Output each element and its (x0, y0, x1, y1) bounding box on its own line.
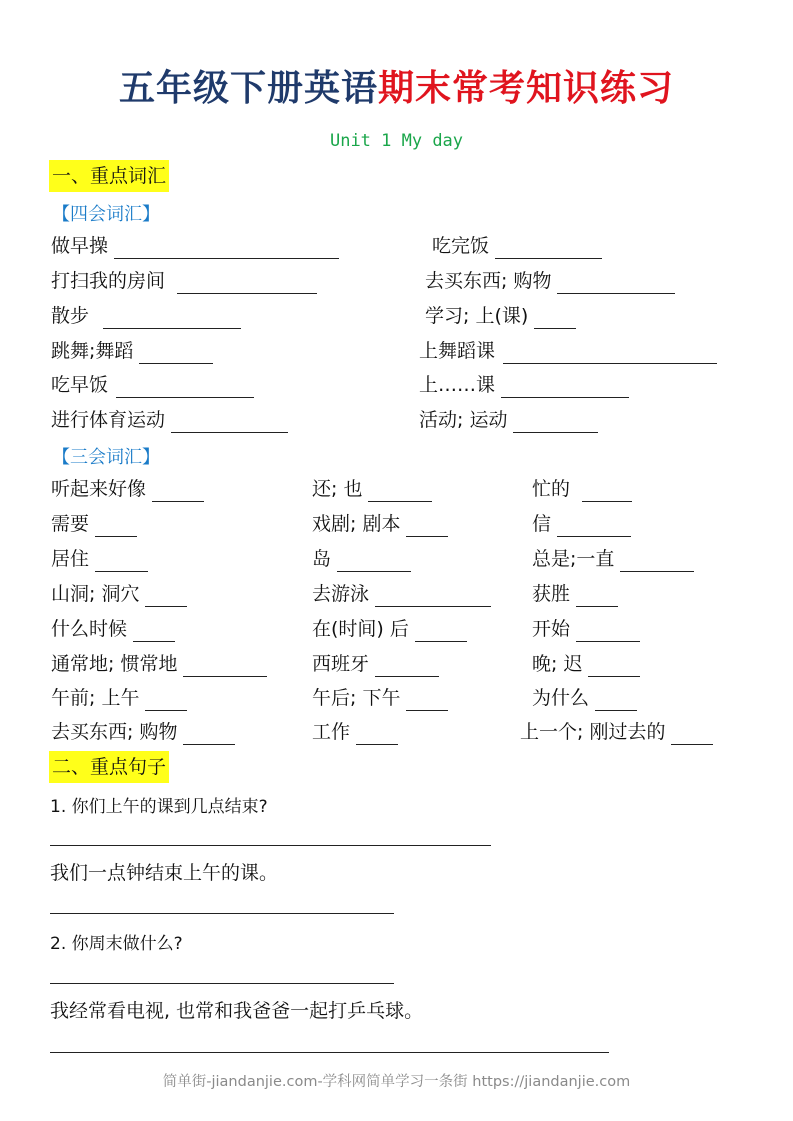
vocab-term: 晚; 迟 (532, 653, 583, 675)
answer-blank[interactable] (356, 724, 398, 745)
vocab-term: 听起来好像 (51, 478, 147, 500)
vocab-item (312, 651, 439, 677)
vocab-term: 跳舞;舞蹈 (51, 340, 134, 362)
answer-blank[interactable] (501, 377, 629, 398)
vocab-item (532, 581, 618, 607)
question-2: 2. 你周末做什么? (50, 934, 183, 954)
answer-blank[interactable] (133, 621, 175, 642)
vocab-term: 上舞蹈课 (419, 340, 496, 362)
answer-line-4[interactable] (50, 1052, 609, 1053)
page-title (0, 60, 793, 111)
answer-blank[interactable] (534, 308, 576, 329)
vocab-item (419, 338, 717, 364)
vocab-item (532, 616, 640, 642)
section-heading-sentences: 二、重点句子 (49, 751, 169, 783)
vocab-item (312, 511, 448, 537)
vocab-item (532, 651, 640, 677)
vocab-item (51, 233, 339, 259)
vocab-term: 午后; 下午 (312, 687, 401, 709)
subheading-four-skill: 【四会词汇】 (52, 204, 160, 225)
answer-blank[interactable] (375, 586, 491, 607)
vocab-term: 在(时间) 后 (312, 618, 409, 640)
vocab-item (312, 546, 411, 572)
vocab-term: 总是;一直 (532, 548, 615, 570)
vocab-item (425, 268, 675, 294)
answer-blank[interactable] (116, 377, 254, 398)
vocab-term: 学习; 上(课) (425, 305, 529, 327)
vocab-term: 散步 (51, 305, 90, 327)
vocab-item (51, 546, 148, 572)
answer-blank[interactable] (183, 656, 267, 677)
vocab-item (51, 719, 235, 745)
answer-line-2[interactable] (50, 913, 394, 914)
sentence-2: 我经常看电视, 也常和我爸爸一起打乒乓球。 (50, 1000, 424, 1022)
vocab-item (532, 511, 631, 537)
vocab-item (51, 511, 137, 537)
vocab-term: 进行体育运动 (51, 409, 166, 431)
vocab-item (51, 372, 254, 398)
answer-blank[interactable] (557, 516, 631, 537)
vocab-item (312, 581, 491, 607)
answer-blank[interactable] (95, 551, 148, 572)
answer-line-3[interactable] (50, 983, 394, 984)
vocab-term: 工作 (312, 721, 351, 743)
vocab-term: 吃早饭 (51, 374, 109, 396)
answer-blank[interactable] (503, 343, 717, 364)
vocab-item (532, 546, 694, 572)
answer-blank[interactable] (557, 273, 675, 294)
question-1: 1. 你们上午的课到几点结束? (50, 797, 268, 817)
vocab-item (425, 303, 576, 329)
vocab-item (520, 719, 713, 745)
answer-blank[interactable] (671, 724, 713, 745)
vocab-item (51, 685, 187, 711)
answer-blank[interactable] (171, 412, 288, 433)
vocab-item (51, 581, 187, 607)
vocab-term: 岛 (312, 548, 332, 570)
vocab-term: 上……课 (419, 374, 496, 396)
answer-blank[interactable] (95, 516, 137, 537)
vocab-term: 忙的 (532, 478, 571, 500)
vocab-term: 山洞; 洞穴 (51, 583, 140, 605)
vocab-item (419, 372, 629, 398)
vocab-item (51, 268, 317, 294)
vocab-term: 需要 (51, 513, 90, 535)
section-heading-vocabulary: 一、重点词汇 (49, 160, 169, 192)
answer-blank[interactable] (183, 724, 235, 745)
vocab-term: 还; 也 (312, 478, 363, 500)
vocab-item (51, 407, 288, 433)
vocab-item (419, 407, 598, 433)
vocab-term: 信 (532, 513, 552, 535)
vocab-term: 打扫我的房间 (51, 270, 166, 292)
answer-blank[interactable] (103, 308, 241, 329)
answer-blank[interactable] (513, 412, 598, 433)
answer-blank[interactable] (337, 551, 411, 572)
subheading-three-skill: 【三会词汇】 (52, 447, 160, 468)
vocab-item (532, 685, 637, 711)
vocab-item (312, 616, 467, 642)
vocab-term: 活动; 运动 (419, 409, 508, 431)
vocab-term: 获胜 (532, 583, 571, 605)
vocab-item (51, 303, 241, 329)
title-part-1: 五年级下册英语 (118, 68, 378, 109)
vocab-term: 去买东西; 购物 (425, 270, 552, 292)
vocab-item (312, 476, 432, 502)
vocab-term: 居住 (51, 548, 90, 570)
vocab-item (312, 685, 448, 711)
title-part-2: 期末常考知识练习 (378, 68, 675, 109)
answer-blank[interactable] (576, 586, 618, 607)
answer-blank[interactable] (576, 621, 640, 642)
answer-blank[interactable] (114, 238, 339, 259)
answer-blank[interactable] (415, 621, 467, 642)
answer-blank[interactable] (145, 586, 187, 607)
answer-blank[interactable] (368, 481, 432, 502)
vocab-term: 做早操 (51, 235, 109, 257)
sentence-1: 我们一点钟结束上午的课。 (50, 862, 279, 884)
answer-blank[interactable] (595, 690, 637, 711)
footer-watermark: 简单街-jiandanjie.com-学科网简单学习一条街 https://jiandanjie.com (162, 1074, 631, 1090)
answer-blank[interactable] (582, 481, 632, 502)
vocab-term: 为什么 (532, 687, 590, 709)
vocab-item (51, 338, 213, 364)
answer-blank[interactable] (406, 690, 448, 711)
vocab-term: 去买东西; 购物 (51, 721, 178, 743)
answer-blank[interactable] (177, 273, 317, 294)
answer-blank[interactable] (495, 238, 602, 259)
unit-heading: Unit 1 My day (329, 131, 464, 151)
answer-blank[interactable] (145, 690, 187, 711)
vocab-term: 西班牙 (312, 653, 370, 675)
answer-blank[interactable] (152, 481, 204, 502)
answer-line-1[interactable] (50, 845, 491, 846)
vocab-term: 午前; 上午 (51, 687, 140, 709)
vocab-term: 去游泳 (312, 583, 370, 605)
vocab-term: 什么时候 (51, 618, 128, 640)
vocab-item (432, 233, 602, 259)
vocab-item (312, 719, 398, 745)
vocab-item (532, 476, 632, 502)
vocab-item (51, 651, 267, 677)
vocab-term: 通常地; 惯常地 (51, 653, 178, 675)
answer-blank[interactable] (620, 551, 694, 572)
answer-blank[interactable] (406, 516, 448, 537)
answer-blank[interactable] (375, 656, 439, 677)
answer-blank[interactable] (588, 656, 640, 677)
answer-blank[interactable] (139, 343, 213, 364)
vocab-term: 开始 (532, 618, 571, 640)
vocab-term: 吃完饭 (432, 235, 490, 257)
vocab-item (51, 476, 204, 502)
vocab-term: 戏剧; 剧本 (312, 513, 401, 535)
vocab-term: 上一个; 刚过去的 (520, 721, 666, 743)
vocab-item (51, 616, 175, 642)
